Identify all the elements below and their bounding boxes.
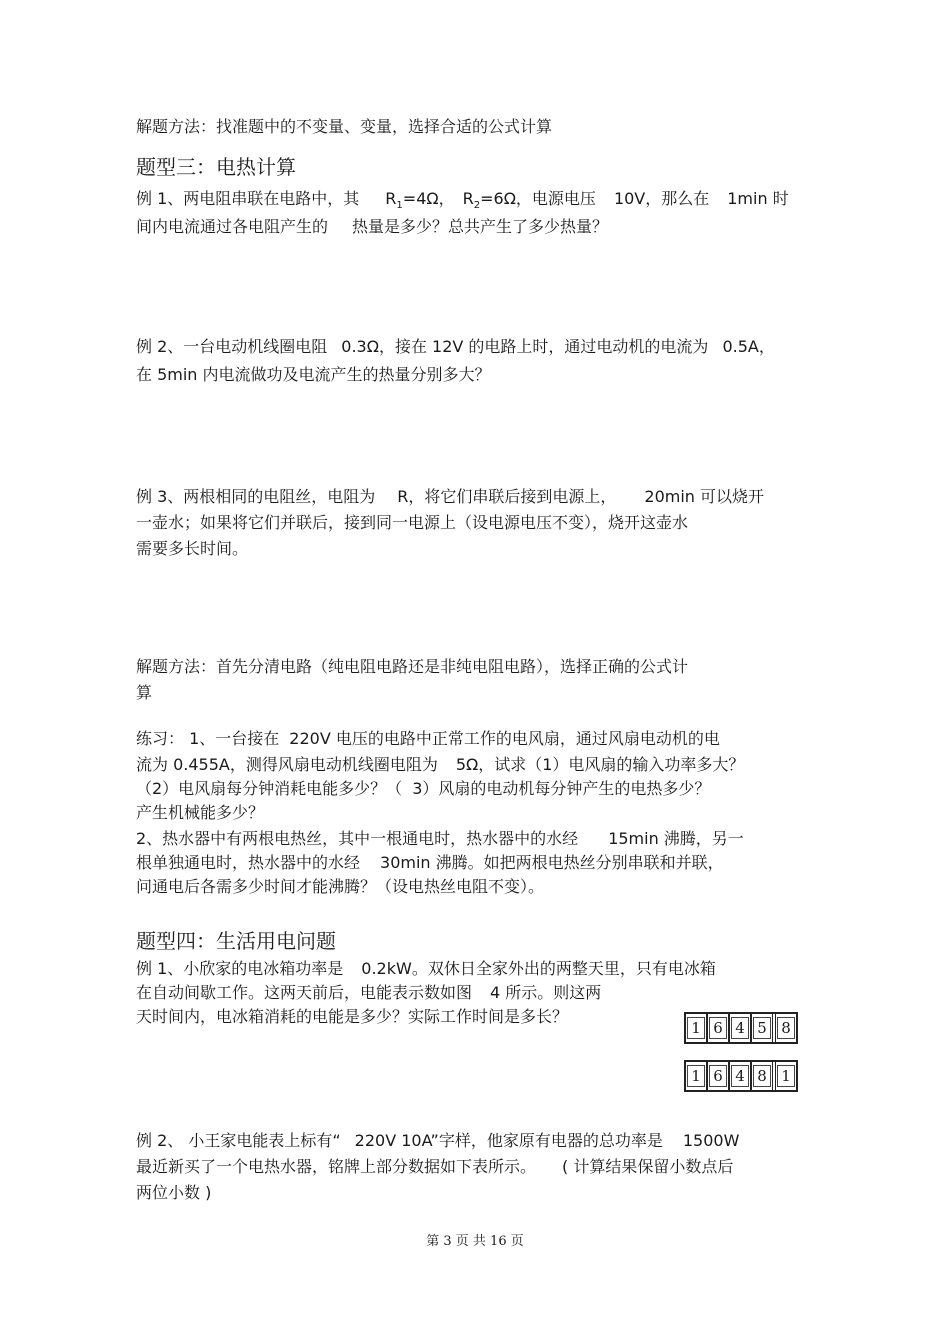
text-segment: 5Ω，试求（1）电风扇的输入功率多大？ [455,755,745,774]
meter-digit: 6 [708,1062,730,1090]
text-segment: 流为 0.455A，测得风扇电动机线圈电阻为 [136,755,438,774]
type4-example1-line2 [136,982,601,1004]
practice1-line1 [136,728,720,750]
r2-value: =6Ω，电源电压 [480,189,596,208]
type3-example3-line3: 需要多长时间。 [136,539,249,558]
text-segment: 练习： 1、一台接在 [136,729,280,748]
text-segment: 间内电流通过各电阻产生的 [136,217,329,236]
text-segment: 1min 时 [727,189,789,208]
text-segment: 热量是多少？总共产生了多少热量？ [352,217,609,236]
text-segment: 10V，那么在 [613,189,710,208]
meter-digit: 8 [752,1062,776,1090]
text-segment: （2）电风扇每分钟消耗电能多少？（ [136,779,403,798]
text-segment: 3）风扇的电动机每分钟产生的电热多少？ [412,779,711,798]
practice2-line2 [136,852,724,874]
type3-example3-line1 [136,486,764,508]
text-segment: 例 1、两电阻串联在电路中，其 [136,189,360,208]
meter-reading-after [684,1060,798,1092]
text-segment: 例 2、一台电动机线圈电阻 [136,337,328,356]
r1-value: =4Ω， [402,189,455,208]
meter-digit: 1 [686,1014,708,1042]
type4-example1-line1 [136,958,716,980]
meter-digit: 4 [730,1014,752,1042]
type4-example2-line3: 两位小数 ) [136,1183,212,1202]
text-segment: 20min 可以烧开 [644,487,765,506]
text-segment: 30min 沸腾。如把两根电热丝分别串联和并联， [380,853,724,872]
method-text-1: 解题方法：找准题中的不变量、变量，选择合适的公式计算 [136,117,553,136]
text-segment: R，将它们串联后接到电源上， [397,487,617,506]
text-segment: 2、热水器中有两根电热丝，其中一根通电时，热水器中的水经 [136,829,579,848]
page-footer: 第 3 页 共 16 页 [426,1234,524,1249]
type3-example2-line2: 在 5min 内电流做功及电流产生的热量分别多大？ [136,365,491,384]
r1-subscript: 1 [396,200,403,212]
practice1-line3 [136,778,710,800]
r2-symbol: R [462,189,474,208]
text-segment: 根单独通电时，热水器中的水经 [136,853,361,872]
text-segment: 220V 电压的电路中正常工作的电风扇，通过风扇电动机的电 [289,729,720,748]
section-title-type3: 题型三：电热计算 [136,155,296,179]
type3-example2-line1 [136,336,775,358]
meter-digit: 5 [752,1014,776,1042]
text-segment: 15min 沸腾，另一 [608,829,744,848]
text-segment: 最近新买了一个电热水器，铭牌上部分数据如下表所示。 [136,1157,537,1176]
type4-example1-line3: 天时间内，电冰箱消耗的电能是多少？实际工作时间是多长？ [136,1007,569,1026]
practice1-line2 [136,754,744,776]
practice2-line3: 问通电后各需多少时间才能沸腾？（设电热丝电阻不变）。 [136,877,545,896]
type4-example2-line2 [136,1156,733,1178]
type3-example1-line1 [136,188,789,217]
text-segment: 例 3、两根相同的电阻丝，电阻为 [136,487,376,506]
text-segment: ( 计算结果保留小数点后 [562,1157,734,1176]
r2-subscript: 2 [473,200,481,212]
type4-example2-line1 [136,1130,739,1152]
meter-digit: 1 [686,1062,708,1090]
text-segment: 0.3Ω，接在 12V 的电路上时，通过电动机的电流为 [341,337,709,356]
type3-example1-line2 [136,216,608,238]
text-segment: 220V 10A”字样，他家原有电器的总功率是 [354,1131,663,1150]
type3-example3-line2: 一壶水；如果将它们并联后，接到同一电源上（设电源电压不变），烧开这壶水 [136,513,689,532]
text-segment: 例 1、小欣家的电冰箱功率是 [136,959,344,978]
electricity-meter-figure [678,1000,826,1100]
meter-digit: 4 [730,1062,752,1090]
text-segment: 在自动间歇工作。这两天前后，电能表示数如图 [136,983,473,1002]
meter-digit: 6 [708,1014,730,1042]
method-text-2-line1: 解题方法：首先分清电路（纯电阻电路还是非纯电阻电路），选择正确的公式计 [136,657,689,676]
meter-reading-before [684,1012,798,1044]
text-segment: 0.5A， [722,337,775,356]
section-title-type4: 题型四：生活用电问题 [136,929,336,953]
method-text-2-line2: 算 [136,683,153,702]
meter-digit-decimal: 8 [776,1014,796,1042]
text-segment: 例 2、 小王家电能表上标有“ [136,1131,341,1150]
text-segment: 1500W [682,1131,740,1150]
practice2-line1 [136,828,744,850]
r1-symbol: R [385,189,397,208]
text-segment: 0.2kW。双休日全家外出的两整天里，只有电冰箱 [361,959,716,978]
text-segment: 4 所示。则这两 [490,983,602,1002]
practice1-line4: 产生机械能多少？ [136,803,265,822]
meter-digit-decimal: 1 [776,1062,796,1090]
